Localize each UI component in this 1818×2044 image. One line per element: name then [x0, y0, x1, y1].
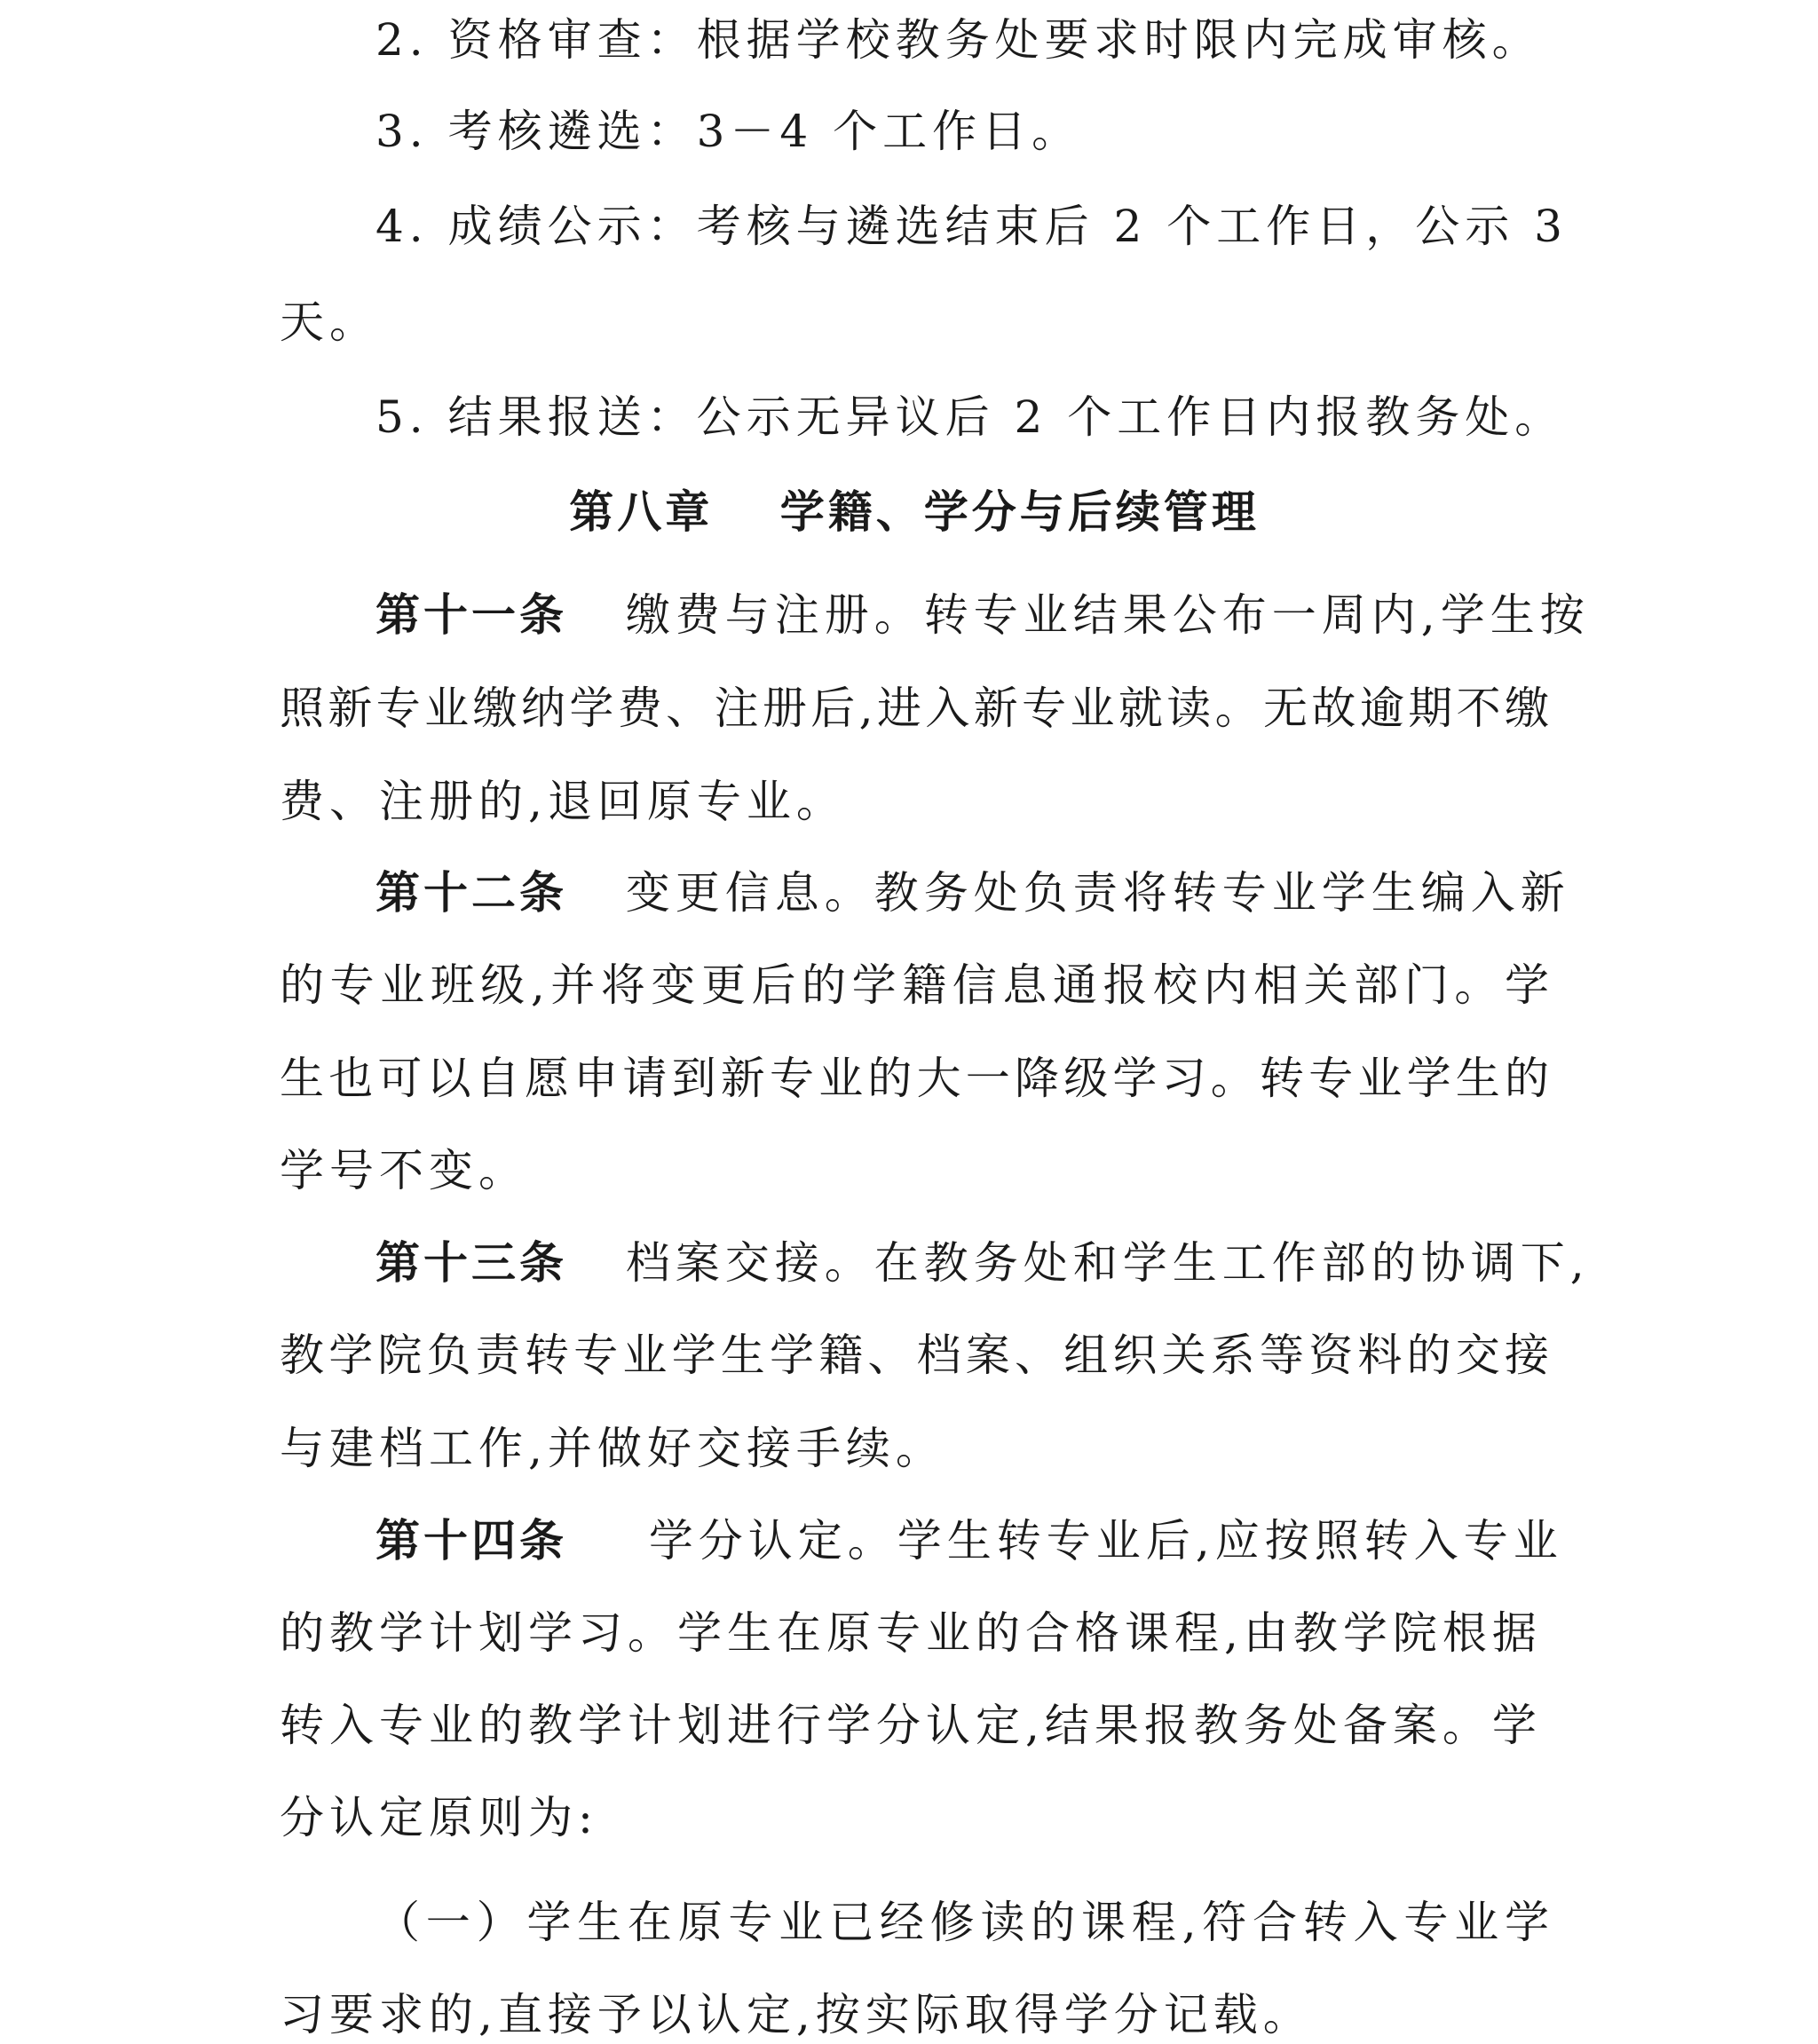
article-13-text: 档案交接。在教务处和学生工作部的协调下,: [625, 1237, 1590, 1289]
article-11-label: 第十一条: [375, 589, 567, 641]
article-12-text: 变更信息。教务处负责将转专业学生编入新: [625, 867, 1570, 919]
article-12-line-4: 学号不变。: [280, 1145, 528, 1196]
article-13-line-3: 与建档工作,并做好交接手续。: [280, 1423, 945, 1474]
article-11-line-3: 费、注册的,退回原专业。: [280, 776, 846, 827]
list-item-3: 3. 考核遴选：3－4 个工作日。: [375, 106, 1082, 157]
article-11-line-2: 照新专业缴纳学费、注册后,进入新专业就读。无故逾期不缴: [280, 683, 1549, 734]
item-1-line-2: 习要求的,直接予以认定,按实际取得学分记载。: [280, 1989, 1313, 2040]
article-12-line-3: 生也可以自愿申请到新专业的大一降级学习。转专业学生的: [280, 1053, 1549, 1104]
list-item-4-continuation: 天。: [280, 296, 379, 348]
item-1-line-1: （一）学生在原专业已经修读的课程,符合转入专业学: [375, 1897, 1549, 1948]
article-14-label: 第十四条: [375, 1515, 567, 1567]
article-13-label: 第十三条: [375, 1237, 567, 1289]
article-14-line-3: 转入专业的教学计划进行学分认定,结果报教务处备案。学: [280, 1700, 1542, 1751]
article-13-first-line: [375, 1236, 1590, 1290]
list-item-4: 4. 成绩公示：考核与遴选结束后 2 个工作日，公示 3: [375, 201, 1568, 252]
article-13-line-2: 教学院负责转专业学生学籍、档案、组织关系等资料的交接: [280, 1330, 1549, 1381]
article-12-line-2: 的专业班级,并将变更后的学籍信息通报校内相关部门。学: [280, 959, 1549, 1011]
list-item-5: 5. 结果报送：公示无异议后 2 个工作日内报教务处。: [375, 391, 1565, 443]
list-item-2: 2. 资格审查：根据学校教务处要求时限内完成审核。: [375, 14, 1542, 66]
article-14-line-2: 的教学计划学习。学生在原专业的合格课程,由教学院根据: [280, 1607, 1542, 1659]
article-14-line-4: 分认定原则为:: [280, 1792, 598, 1843]
article-14-first-line: [375, 1514, 1563, 1567]
article-14-text: 学分认定。学生转专业后,应按照转入专业: [648, 1515, 1563, 1567]
article-11-first-line: [375, 588, 1590, 642]
chapter-heading: 第八章 学籍、学分与后续管理: [569, 486, 1260, 538]
article-12-label: 第十二条: [375, 867, 567, 919]
article-12-first-line: [375, 866, 1570, 919]
article-11-text: 缴费与注册。转专业结果公布一周内,学生按: [625, 589, 1590, 641]
